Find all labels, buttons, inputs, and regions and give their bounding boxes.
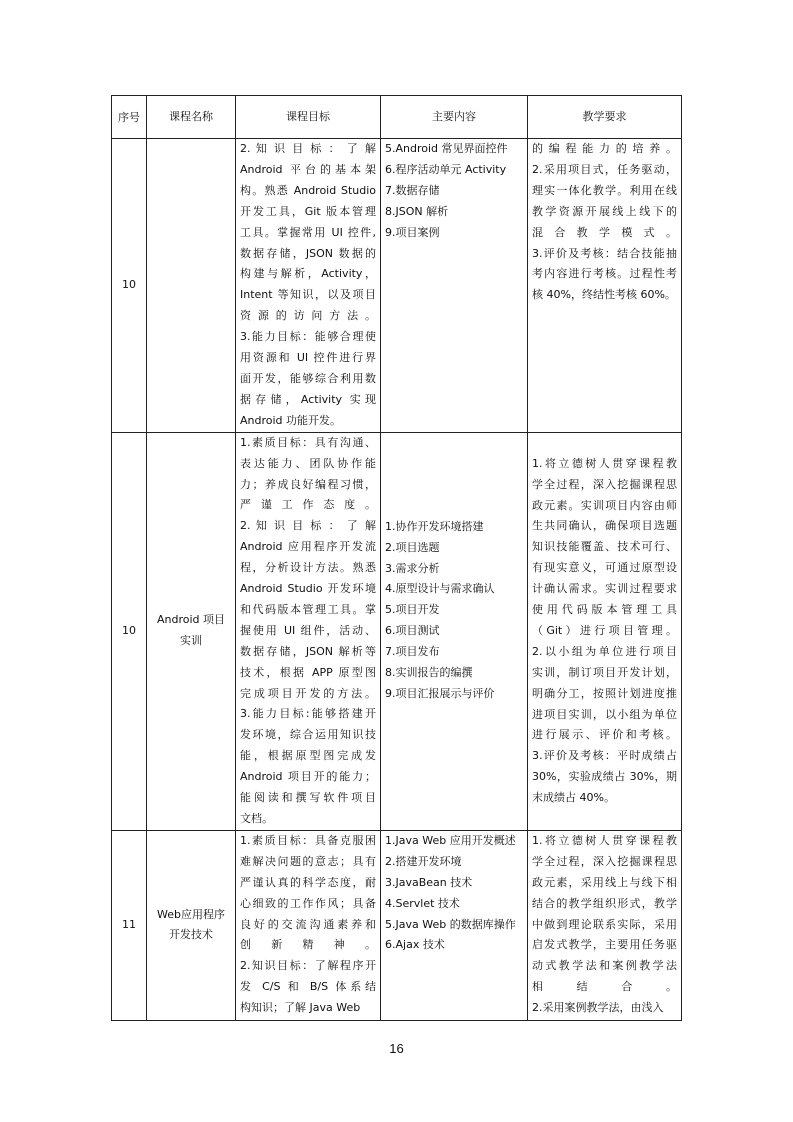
teaching-requirements-line: 有现实意义，可通过原型设 bbox=[532, 561, 677, 575]
course-goals-line: 1.素质目标：具备克服困 bbox=[240, 833, 376, 847]
main-content-line: 8.实训报告的编撰 bbox=[385, 666, 473, 680]
teaching-requirements-line: 使用代码版本管理工具 bbox=[532, 603, 677, 617]
teaching-requirements-line: 理实一体化教学。利用在线 bbox=[532, 183, 677, 197]
main-content-line: 5.项目开发 bbox=[385, 603, 440, 617]
main-content-line: 9.项目案例 bbox=[385, 225, 440, 239]
teaching-requirements-line: 2.以小组为单位进行项目 bbox=[532, 644, 677, 658]
main-content-line: 1.协作开发环境搭建 bbox=[385, 519, 484, 533]
main-content-line: 3.JavaBean 技术 bbox=[385, 875, 473, 889]
table-header-row bbox=[112, 96, 682, 139]
header-num: 序号 bbox=[112, 96, 147, 139]
course-goals-line: 构建与解析，Activity， bbox=[240, 267, 376, 281]
page-number: 16 bbox=[389, 1041, 404, 1056]
course-goals-line: Android 功能开发。 bbox=[240, 413, 342, 427]
main-content-line: 3.需求分析 bbox=[385, 561, 440, 575]
course-name-line: Web应用程序 bbox=[157, 907, 225, 921]
course-name-line: 实训 bbox=[180, 634, 202, 648]
row-number: 10 bbox=[112, 432, 147, 830]
main-content-line: 2.搭建开发环境 bbox=[385, 854, 462, 868]
course-goals-line: Android 应用程序开发流 bbox=[240, 540, 376, 554]
course-goals-line: 1.素质目标：具有沟通、 bbox=[240, 435, 376, 449]
table-row bbox=[112, 139, 682, 433]
teaching-requirements-line: 的编程能力的培养。 bbox=[532, 142, 677, 155]
course-goals-line: 创新精神。 bbox=[240, 938, 376, 952]
course-goals-line: 2. 知 识 目 标 ： 了 解 bbox=[240, 142, 376, 155]
teaching-requirements-line: 末成绩占 40%。 bbox=[532, 791, 615, 805]
header-goals: 课程目标 bbox=[236, 96, 381, 139]
course-name-line: Android 项目 bbox=[156, 613, 226, 627]
teaching-requirements-line: 1.将立德树人贯穿课程教 bbox=[532, 833, 677, 847]
teaching-requirements-line: 启发式教学，主要用任务驱 bbox=[532, 938, 677, 952]
course-goals-line: 程，分析设计方法。熟悉 bbox=[240, 561, 376, 575]
main-content-line: 7.数据存储 bbox=[385, 183, 440, 197]
course-goals-line: 心细致的工作作风；具备 bbox=[240, 896, 376, 910]
teaching-requirements-line: 教学资源开展线上线下的 bbox=[532, 204, 677, 218]
teaching-requirements-line: 进项目实训，以小组为单位 bbox=[532, 707, 677, 721]
course-goals-line: Android 平台的基本架 bbox=[240, 162, 376, 176]
main-content-line: 4.原型设计与需求确认 bbox=[385, 582, 495, 596]
main-content-line: 2.项目选题 bbox=[385, 540, 440, 554]
course-goals-line: 面开发，能够综合利用数 bbox=[240, 371, 376, 385]
teaching-requirements-line: 1.将立德树人贯穿课程教 bbox=[532, 456, 677, 470]
course-goals-line: 技术，根据 APP 原型图 bbox=[240, 665, 376, 679]
table-row bbox=[112, 432, 682, 830]
course-goals bbox=[236, 830, 381, 1020]
teaching-requirements bbox=[528, 139, 682, 433]
teaching-requirements-line: 动式教学法和案例教学法 bbox=[532, 959, 677, 973]
course-goals-line: 良好的交流沟通素养和 bbox=[240, 917, 376, 931]
course-goals-line: 开发工具，Git 版本管理 bbox=[240, 204, 376, 218]
main-content-line: 5.Java Web 的数据库操作 bbox=[385, 917, 516, 931]
teaching-requirements-line: 结合的教学组织形式，教学 bbox=[532, 896, 677, 910]
teaching-requirements-line: （Git）进行项目管理。 bbox=[532, 623, 677, 637]
course-goals-line: 严谨工作态度。 bbox=[240, 498, 376, 512]
course-goals-line: 工具。掌握常用 UI 控件, bbox=[240, 225, 376, 239]
header-requirements: 教学要求 bbox=[528, 96, 682, 139]
teaching-requirements-line: 政元素。实训项目内容由师 bbox=[532, 498, 677, 512]
main-content-line: 9.项目汇报展示与评价 bbox=[385, 686, 495, 700]
course-goals-line: Intent 等知识，以及项目 bbox=[240, 288, 376, 302]
main-content-line: 6.程序活动单元 Activity bbox=[385, 162, 507, 176]
course-goals-line: 发环境，综合运用知识技 bbox=[240, 728, 376, 742]
course-goals-line: 3.能力目标：能够合理使 bbox=[240, 330, 376, 344]
course-goals bbox=[236, 432, 381, 830]
course-goals-line: 严谨认真的科学态度，耐 bbox=[240, 875, 376, 889]
teaching-requirements-line: 3.评价及考核：平时成绩占 bbox=[532, 749, 677, 763]
course-name-line: 开发技术 bbox=[169, 928, 213, 942]
course-goals-line: 表达能力、团队协作能 bbox=[240, 456, 376, 470]
main-content-line: 6.Ajax 技术 bbox=[385, 938, 445, 952]
course-name bbox=[147, 432, 236, 830]
teaching-requirements bbox=[528, 830, 682, 1020]
course-goals-line: 构知识；了解 Java Web bbox=[240, 1001, 361, 1015]
main-content-line: 5.Android 常见界面控件 bbox=[385, 142, 508, 155]
course-goals-line: 用资源和 UI 控件进行界 bbox=[240, 351, 376, 365]
main-content-line: 8.JSON 解析 bbox=[385, 204, 449, 218]
teaching-requirements-line: 混合教学模式。 bbox=[532, 225, 677, 239]
course-goals-line: 文档。 bbox=[240, 812, 273, 825]
main-content-line: 6.项目测试 bbox=[385, 624, 440, 638]
teaching-requirements-line: 3.评价及考核：结合技能抽 bbox=[532, 246, 677, 260]
teaching-requirements bbox=[528, 432, 682, 830]
teaching-requirements-line: 30%，实验成绩占 30%，期 bbox=[532, 770, 677, 784]
teaching-requirements-line: 生共同确认，确保项目选题 bbox=[532, 519, 677, 533]
teaching-requirements-line: 学全过程，深入挖掘课程思 bbox=[532, 477, 677, 491]
teaching-requirements-line: 学全过程，深入挖掘课程思 bbox=[532, 854, 677, 868]
main-content-line: 4.Servlet 技术 bbox=[385, 896, 460, 910]
main-content bbox=[381, 830, 528, 1020]
course-goals-line: 2.知识目标：了解程序开 bbox=[240, 959, 376, 973]
course-goals-line: 构。熟悉 Android Studio bbox=[240, 183, 376, 197]
course-name bbox=[147, 830, 236, 1020]
main-content bbox=[381, 432, 528, 830]
course-goals-line: 难解决问题的意志；具有 bbox=[240, 854, 376, 868]
row-number: 10 bbox=[112, 139, 147, 433]
course-goals-line: 能阅读和撰写软件项目 bbox=[240, 791, 376, 805]
main-content bbox=[381, 139, 528, 433]
teaching-requirements-line: 考内容进行考核。过程性考 bbox=[532, 267, 677, 281]
main-content-line: 7.项目发布 bbox=[385, 645, 440, 659]
table-row bbox=[112, 830, 682, 1020]
course-goals-line: 数据存储，JSON 解析等 bbox=[240, 644, 376, 658]
course-table bbox=[111, 95, 682, 1021]
course-goals-line: 和代码版本管理工具。掌 bbox=[240, 602, 376, 616]
teaching-requirements-line: 实训，制订项目开发计划， bbox=[532, 665, 677, 679]
teaching-requirements-line: 知识技能覆盖、技术可行、 bbox=[532, 540, 677, 554]
header-name: 课程名称 bbox=[147, 96, 236, 139]
course-goals-line: 数据存储，JSON 数据的 bbox=[240, 246, 376, 260]
teaching-requirements-line: 政元素，采用线上与线下相 bbox=[532, 875, 677, 889]
row-number: 11 bbox=[112, 830, 147, 1020]
course-goals bbox=[236, 139, 381, 433]
course-goals-line: 握使用 UI 组件，活动、 bbox=[240, 623, 376, 637]
course-goals-line: 发 C/S 和 B/S 体系结 bbox=[240, 980, 376, 994]
teaching-requirements-line: 2.采用项目式，任务驱动， bbox=[532, 162, 677, 176]
teaching-requirements-line: 进行展示、评价和考核。 bbox=[532, 728, 677, 742]
course-goals-line: 据存储，Activity 实现 bbox=[240, 392, 376, 406]
teaching-requirements-line: 2.采用案例教学法，由浅入 bbox=[532, 1001, 664, 1015]
course-goals-line: 资源的访问方法。 bbox=[240, 309, 376, 323]
course-goals-line: 能，根据原型图完成发 bbox=[240, 749, 376, 763]
teaching-requirements-line: 中做到理论联系实际，采用 bbox=[532, 917, 677, 931]
teaching-requirements-line: 核 40%，终结性考核 60%。 bbox=[532, 288, 676, 302]
course-name bbox=[147, 139, 236, 433]
teaching-requirements-line: 明确分工，按照计划进度推 bbox=[532, 686, 677, 700]
course-goals-line: 2. 知 识 目 标 ： 了 解 bbox=[240, 519, 376, 533]
course-goals-line: Android 项目开的能力； bbox=[240, 770, 376, 784]
header-content: 主要内容 bbox=[381, 96, 528, 139]
course-goals-line: 力；养成良好编程习惯， bbox=[240, 477, 376, 491]
teaching-requirements-line: 计确认需求。实训过程要求 bbox=[532, 582, 677, 596]
main-content-line: 1.Java Web 应用开发概述 bbox=[385, 833, 516, 847]
course-goals-line: 3.能力目标:能够搭建开 bbox=[240, 707, 376, 721]
course-goals-line: 完成项目开发的方法。 bbox=[240, 686, 376, 700]
course-goals-line: Android Studio 开发环境 bbox=[240, 582, 376, 596]
teaching-requirements-line: 相结合。 bbox=[532, 980, 677, 994]
